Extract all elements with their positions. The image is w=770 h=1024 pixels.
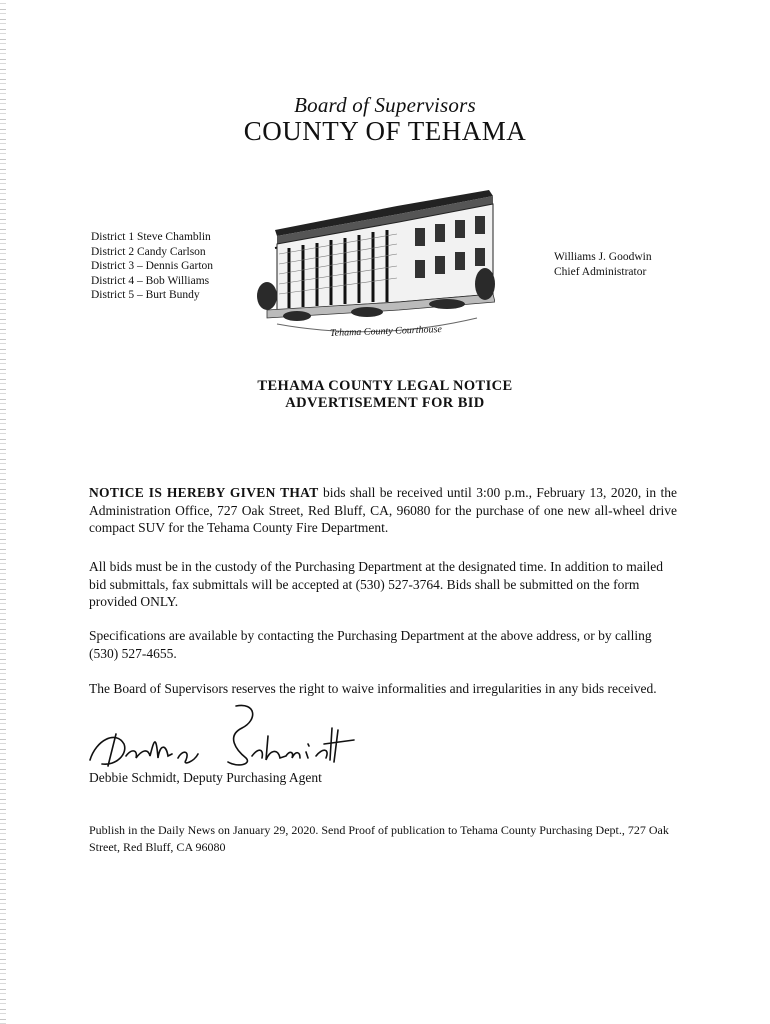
- district-item: District 5 – Burt Bundy: [91, 289, 200, 301]
- notice-paragraph-1-body: bids shall be received until 3:00 p.m., February 13, 2020, in the Administration Office, 727 Oak Street, Red Bluff, CA, 96080 for the purchase of one new all-wheel drive compact SUV for the Tehama County Fire Department.: [89, 485, 677, 535]
- courthouse-caption: Tehama County Courthouse: [329, 324, 443, 339]
- county-title: COUNTY OF TEHAMA: [243, 116, 527, 146]
- notice-lead-text: NOTICE IS HEREBY GIVEN THAT: [89, 485, 319, 500]
- notice-paragraph-3: Specifications are available by contacting the Purchasing Department at the above address, or by calling (530) 527-4655.: [89, 628, 652, 661]
- scan-edge-artifact: [0, 0, 6, 1024]
- board-of-supervisors-heading: Board of Supervisors: [294, 93, 476, 117]
- notice-title-line2: ADVERTISEMENT FOR BID: [285, 395, 485, 411]
- district-item: District 1 Steve Chamblin: [91, 231, 211, 243]
- notice-heading: [0, 378, 770, 412]
- administrator-title: Chief Administrator: [554, 265, 647, 278]
- handwritten-signature: [86, 700, 376, 780]
- publish-instructions: Publish in the Daily News on January 29, 2020. Send Proof of publication to Tehama County Purchasing Dept., 727 Oak Street, Red Bluff, CA 96080: [89, 823, 669, 854]
- district-item: District 2 Candy Carlson: [91, 245, 206, 258]
- district-list: [91, 230, 213, 303]
- administrator-name: Williams J. Goodwin: [554, 251, 652, 263]
- notice-paragraph-1: [89, 484, 677, 537]
- district-item: District 3 – Dennis Garton: [91, 260, 214, 272]
- notice-paragraph-2: All bids must be in the custody of the Purchasing Department at the designated time. In addition to mailed bid submittals, fax submittals will be accepted at (530) 527-3764. Bids shall be submitted on the form provided ONLY.: [89, 559, 664, 609]
- signer-name: Debbie Schmidt, Deputy Purchasing Agent: [89, 770, 322, 785]
- district-item: District 4 – Bob Williams: [91, 274, 210, 287]
- notice-title-line1: TEHAMA COUNTY LEGAL NOTICE: [257, 378, 513, 394]
- courthouse-illustration: [257, 184, 495, 344]
- notice-paragraph-4: The Board of Supervisors reserves the right to waive informalities and irregularities in any bids received.: [89, 681, 657, 696]
- administrator-block: [554, 250, 652, 279]
